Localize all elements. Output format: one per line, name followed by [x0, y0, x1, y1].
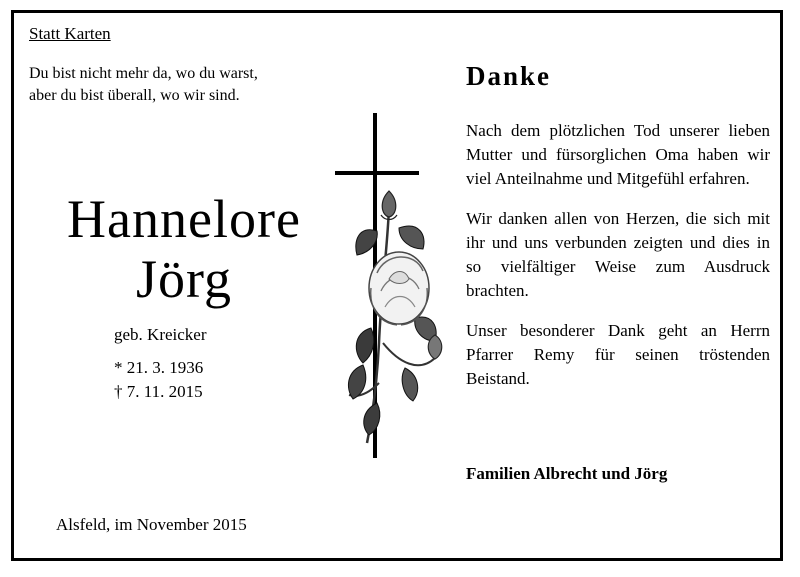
birth-date: * 21. 3. 1936	[114, 358, 204, 377]
maiden-name: geb. Kreicker	[114, 325, 207, 344]
life-dates	[114, 356, 203, 404]
death-date: † 7. 11. 2015	[114, 382, 203, 401]
quote-line-2: aber du bist überall, wo wir sind.	[29, 87, 240, 104]
place-and-date: Alsfeld, im November 2015	[56, 515, 247, 534]
thanks-title: Danke	[466, 61, 552, 91]
cross-with-rose-icon	[319, 113, 449, 463]
family-signature: Familien Albrecht und Jörg	[466, 464, 668, 483]
obituary-card	[11, 10, 783, 561]
deceased-first-name: Hannelore	[67, 189, 301, 249]
memorial-quote	[29, 63, 258, 107]
thanks-paragraph-2: Wir danken allen von Herzen, die sich mit ihr und uns verbunden zeigten und dies in so vielfältiger Weise zum Ausdruck brachten.	[466, 209, 770, 300]
thanks-paragraph-1: Nach dem plötzlichen Tod unserer lieben Mutter und fürsorglichen Oma haben wir viel Anteilnahme und Mitgefühl erfahren.	[466, 121, 770, 188]
thanks-body	[466, 119, 770, 407]
thanks-paragraph-3: Unser besonderer Dank geht an Herrn Pfarrer Remy für seinen tröstenden Beistand.	[466, 321, 770, 388]
deceased-last-name: Jörg	[135, 249, 233, 309]
quote-line-1: Du bist nicht mehr da, wo du warst,	[29, 65, 258, 82]
header-label: Statt Karten	[29, 24, 111, 43]
